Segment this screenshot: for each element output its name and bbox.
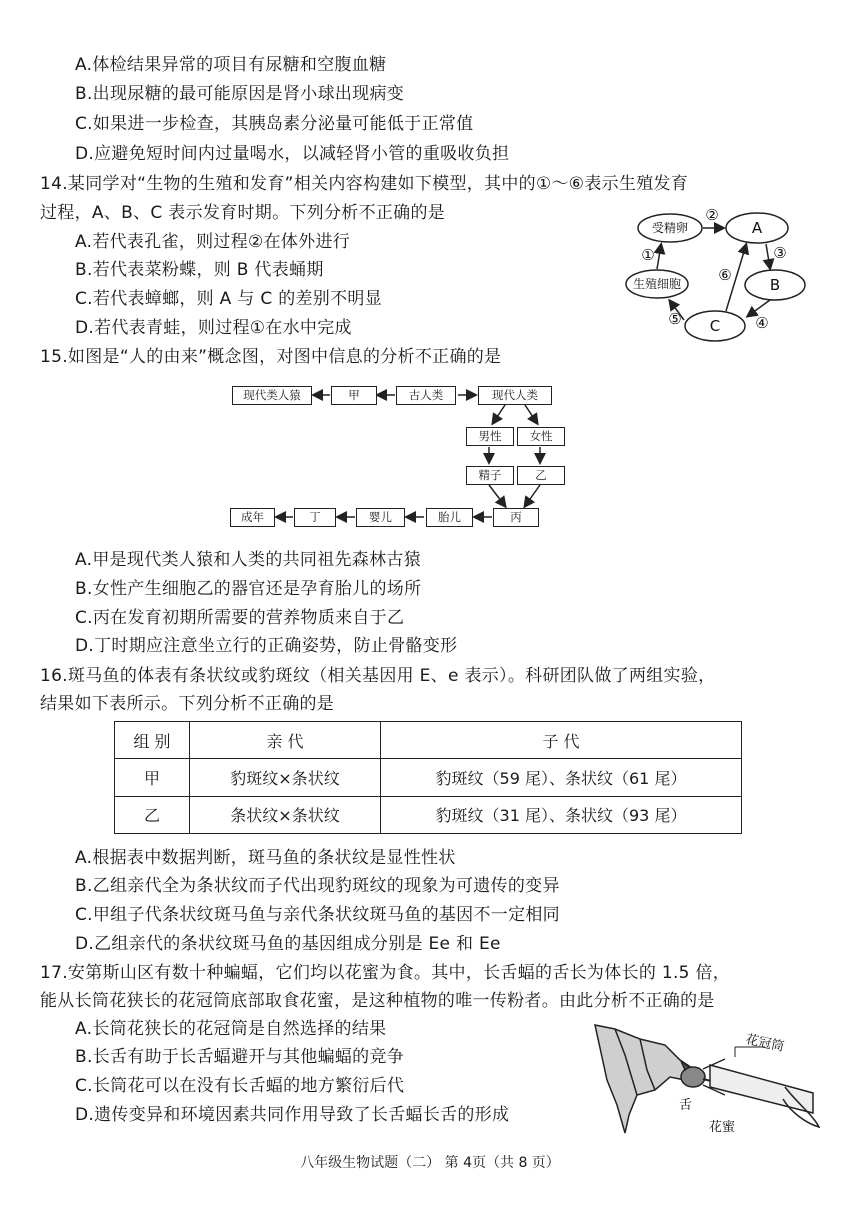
q17-stem-line1: 17.安第斯山区有数十种蝙蝠，它们均以花蜜为食。其中，长舌蝠的舌长为体长的 1.5 倍， [40,963,731,983]
table-cell-offspring: 豹斑纹（31 尾）、条状纹（93 尾） [381,796,742,833]
concept-adult: 成年 [230,508,275,527]
stage-a-label: A [751,219,763,237]
q16-stem-line1: 16.斑马鱼的体表有条状纹或豹斑纹（相关基因用 E、e 表示）。科研团队做了两组实验， [40,666,716,686]
q17-option-d: D.遗传变异和环境因素共同作用导致了长舌蝠长舌的形成 [75,1105,510,1125]
concept-female: 女性 [517,427,565,446]
q15-option-a: A.甲是现代类人猿和人类的共同祖先森林古猿 [75,550,422,570]
zygote-label: 受精卵 [651,221,689,235]
table-cell-parents: 条状纹×条状纹 [190,796,381,833]
step-1-label: ① [641,246,655,264]
q13-option-b: B.出现尿糖的最可能原因是肾小球出现病变 [75,84,405,104]
bat-flower-illustration [585,1015,820,1145]
q13-option-d: D.应避免短时间内过量喝水，以减轻肾小管的重吸收负担 [75,144,510,164]
concept-fetus: 胎儿 [426,508,473,527]
concept-modern-ape: 现代类人猿 [232,386,312,405]
q14-option-a: A.若代表孔雀，则过程②在体外进行 [75,232,351,252]
q13-option-a: A.体检结果异常的项目有尿糖和空腹血糖 [75,55,387,75]
q15-option-b: B.女性产生细胞乙的器官还是孕育胎儿的场所 [75,579,422,599]
q17-option-c: C.长筒花可以在没有长舌蝠的地方繁衍后代 [75,1076,405,1096]
stage-c-label: C [709,317,721,335]
page-footer: 八年级生物试题（二） 第 4页（共 8 页） [300,1155,560,1171]
step-5-label: ⑤ [668,310,682,328]
table-row [115,796,742,833]
step-6-label: ⑥ [718,266,732,284]
corolla-tube-label: 花冠筒 [744,1032,786,1056]
step-4-label: ④ [755,314,769,332]
q16-option-c: C.甲组子代条状纹斑马鱼与亲代条状纹斑马鱼的基因不一定相同 [75,905,560,925]
table-row [115,759,742,796]
zebrafish-results-table [114,721,742,834]
concept-male: 男性 [466,427,514,446]
q16-stem-line2: 结果如下表所示。下列分析不正确的是 [40,694,335,714]
step-2-label: ② [705,206,719,224]
q15-option-d: D.丁时期应注意坐立行的正确姿势，防止骨骼变形 [75,636,458,656]
q17-stem-line2: 能从长筒花狭长的花冠筒底部取食花蜜，是这种植物的唯一传粉者。由此分析不正确的是 [40,991,715,1011]
concept-jia: 甲 [331,386,377,405]
q13-option-c: C.如果进一步检查，其胰岛素分泌量可能低于正常值 [75,114,474,134]
table-header-offspring: 子 代 [381,722,742,759]
q14-option-c: C.若代表蟑螂，则 A 与 C 的差别不明显 [75,289,382,309]
concept-yi: 乙 [517,466,565,485]
table-cell-group: 甲 [115,759,190,796]
q16-option-d: D.乙组亲代的条状纹斑马鱼的基因组成分别是 Ee 和 Ee [75,934,501,954]
table-header-row [115,722,742,759]
q14-option-b: B.若代表菜粉蝶，则 B 代表蛹期 [75,260,324,280]
stage-b-label: B [769,276,781,294]
table-cell-group: 乙 [115,796,190,833]
concept-sperm: 精子 [466,466,514,485]
bat-icon [595,1025,705,1133]
q16-option-b: B.乙组亲代全为条状纹而子代出现豹斑纹的现象为可遗传的变异 [75,876,560,896]
concept-infant: 婴儿 [356,508,405,527]
tongue-label: 舌 [679,1098,693,1113]
table-header-group: 组 别 [115,722,190,759]
concept-ancient-human: 古人类 [396,386,456,405]
q15-stem: 15.如图是“人的由来”概念图，对图中信息的分析不正确的是 [40,347,502,367]
step-3-label: ③ [773,244,787,262]
table-cell-offspring: 豹斑纹（59 尾）、条状纹（61 尾） [381,759,742,796]
table-cell-parents: 豹斑纹×条状纹 [190,759,381,796]
q14-stem-line2: 过程，A、B、C 表示发育时期。下列分析不正确的是 [40,203,446,223]
concept-bing: 丙 [493,508,539,527]
q14-stem-line1: 14.某同学对“生物的生殖和发育”相关内容构建如下模型，其中的①～⑥表示生殖发育 [40,174,689,194]
concept-map-arrows [0,0,860,560]
q14-option-d: D.若代表青蛙，则过程①在水中完成 [75,318,352,338]
q17-option-b: B.长舌有助于长舌蝠避开与其他蝙蝠的竞争 [75,1047,405,1067]
concept-ding: 丁 [294,508,336,527]
nectar-label: 花蜜 [709,1120,736,1135]
q15-option-c: C.丙在发育初期所需要的营养物质来自于乙 [75,608,405,628]
concept-modern-human: 现代人类 [478,386,552,405]
germ-cell-label: 生殖细胞 [632,277,682,291]
flower-icon [703,1059,819,1127]
q17-option-a: A.长筒花狭长的花冠筒是自然选择的结果 [75,1019,387,1039]
table-header-parents: 亲 代 [190,722,381,759]
q16-option-a: A.根据表中数据判断，斑马鱼的条状纹是显性性状 [75,848,456,868]
